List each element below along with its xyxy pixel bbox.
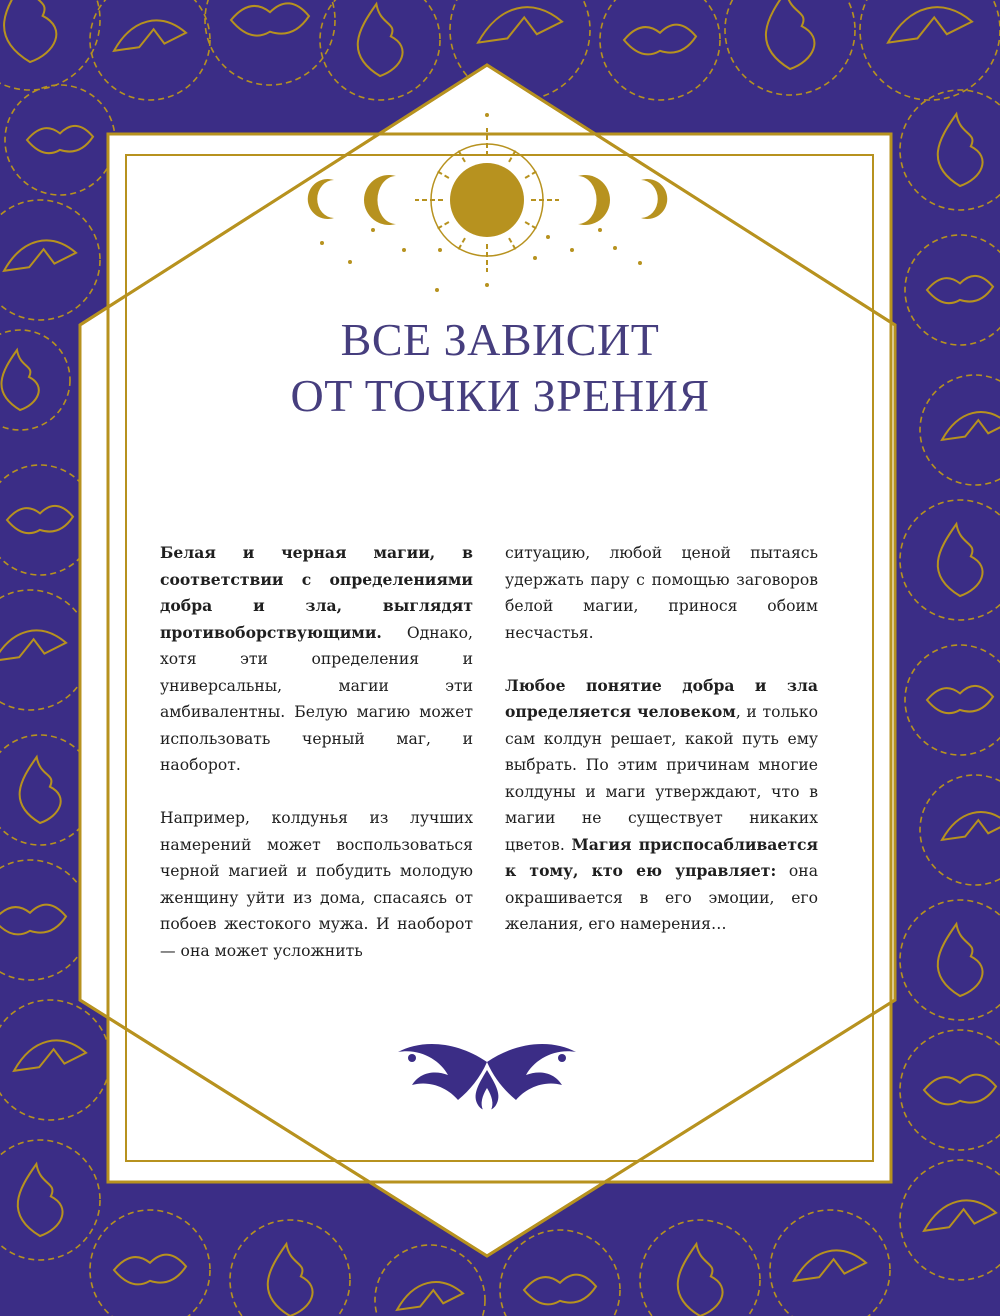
flourish-dot-left [408,1054,416,1062]
star-dot [371,228,375,232]
paragraph [505,673,818,938]
flourish-dot-right [558,1054,566,1062]
star-dot [598,228,602,232]
paragraph [505,540,818,646]
star-dot [438,248,442,252]
star-dot [402,248,406,252]
page-title [150,312,850,424]
bold-phrase: Белая и черная магии, в соответствии с определениями добра и зла, выглядят противоборствующими. [160,543,473,642]
star-dot [613,246,617,250]
bold-phrase: Магия приспосабливается к тому, кто ею управляет: [505,834,818,880]
star-dot [546,235,550,239]
title-line-2: ОТ ТОЧКИ ЗРЕНИЯ [290,370,710,421]
paragraph-text: Однако, хотя эти определения и универсальны, магии эти амбивалентны. Белую магию может использовать черный маг, и наоборот. [160,623,473,774]
star-dot [320,241,324,245]
text-column-left [160,540,473,991]
paragraph-text: Например, колдунья из лучших намерений может воспользоваться черной магией и побудить молодую женщину уйти из дома, спасаясь от побоев жестокого мужа. И наоборот — она может усложнить [160,809,473,960]
star-dot [570,248,574,252]
star-dot [348,260,352,264]
paragraph [160,540,473,779]
star-dot [435,288,439,292]
paragraph-text: , и только сам колдун решает, какой путь ему выбрать. По этим причинам многие колдуны и маги утверждают, что в магии не существует никаких цветов. [505,703,818,854]
star-dot [485,283,489,287]
paragraph-text: ситуацию, любой ценой пытаясь удержать пару с помощью заговоров белой магии, принося обоим несчастья. [505,544,818,642]
bold-phrase: Любое понятие добра и зла определяется человеком [505,675,818,721]
sun-disc [450,163,524,237]
paragraph [160,805,473,964]
star-dot [638,261,642,265]
star-dot [533,256,537,260]
star-dot [485,113,489,117]
paragraph-text: она окрашивается в его эмоции, его желания, его намерения… [505,862,818,933]
title-line-1: ВСЕ ЗАВИСИТ [340,314,660,365]
text-column-right [505,540,818,964]
